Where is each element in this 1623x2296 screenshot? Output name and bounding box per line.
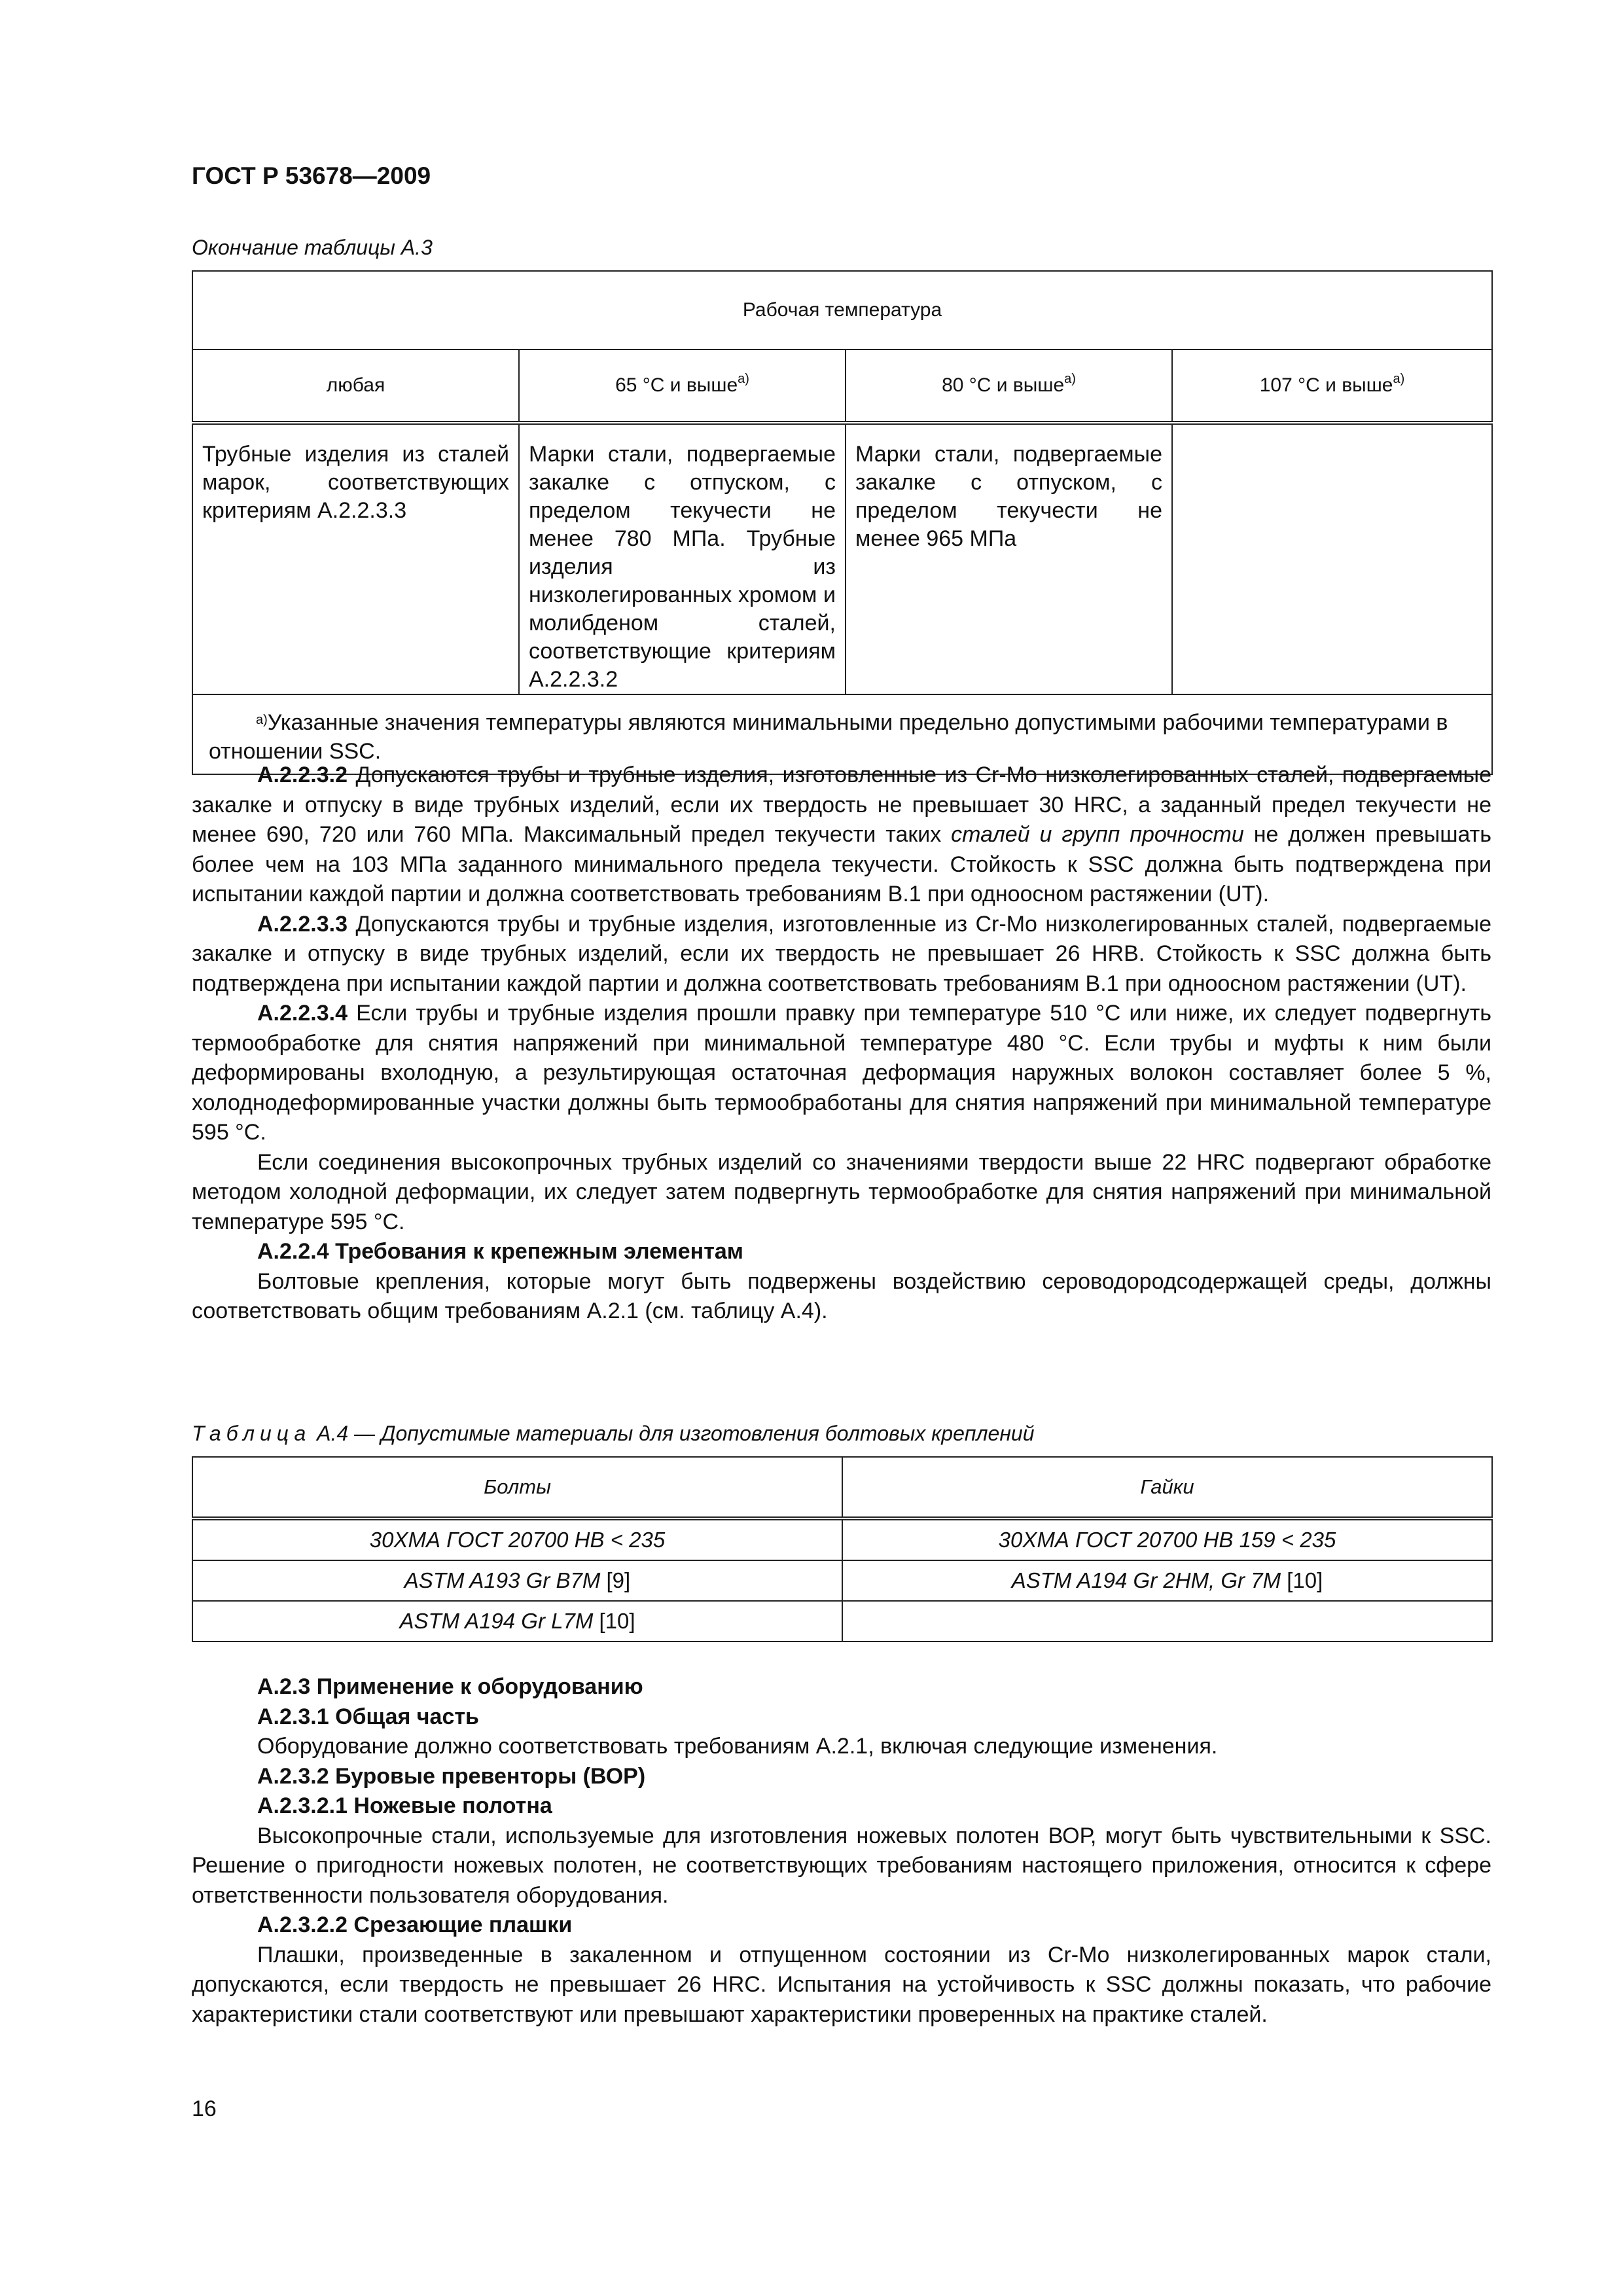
paragraph: А.2.2.3.4 Если трубы и трубные изделия прошли правку при температуре 510 °С или ниже, их следует подвергнуть термообработке для снятия напряжений при минимальной температуре 480 °С. Если трубы и муфты к ним были деформированы вхолодную, а результирующая остаточная деформация наружных волокон составляет более 5 %, холоднодеформированные участки должны быть термообработаны для снятия напряжений при минимальной температуре 595 °С. [192, 1001, 1492, 1145]
paragraph: Болтовые крепления, которые могут быть подвержены воздействию сероводородсодержащей среды, должны соответствовать общим требованиям А.2.1 (см. таблицу А.4). [192, 1268, 1491, 1323]
table-a4-cell: 30ХМА ГОСТ 20700 НВ < 235 [192, 1518, 842, 1560]
paragraph: Высокопрочные стали, используемые для изготовления ножевых полотен ВОР, могут быть чувствительными к SSC. Решение о пригодности ножевых полотен, не соответствующих требованиям настоящего приложения, относится к сфере ответственности пользователя оборудования. [192, 1823, 1491, 1908]
table-a4 [192, 1456, 1493, 1642]
table-a3-col-107: 107 °С и выше$^{а)}$ [1172, 350, 1492, 423]
table-row [192, 1518, 1492, 1560]
table-a3-header: Рабочая температура [192, 271, 1492, 350]
table-a3-cell: Трубные изделия из сталей марок, соответствующих критериям А.2.2.3.3 [192, 423, 519, 694]
table-a3-col-any: любая [192, 350, 519, 423]
table-a4-col-nuts: Гайки [842, 1457, 1492, 1518]
section-heading: А.2.3.1 Общая часть [257, 1704, 479, 1729]
section-heading: А.2.2.4 Требования к крепежным элементам [257, 1239, 743, 1264]
table-row [192, 1560, 1492, 1601]
section-heading: А.2.3.2.2 Срезающие плашки [257, 1912, 573, 1937]
document-code: ГОСТ Р 53678—2009 [192, 162, 431, 189]
table-a4-cell: ASTM A194 Gr L7M [10] [192, 1601, 842, 1641]
table-a3 [192, 270, 1493, 775]
table-a4-cell: ASTM A194 Gr 2HM, Gr 7M [10] [842, 1560, 1492, 1601]
table-a4-col-bolts: Болты [192, 1457, 842, 1518]
paragraph: А.2.2.3.3 Допускаются трубы и трубные изделия, изготовленные из Cr-Mo низколегированных сталей, подвергаемые закалке и отпуску в виде трубных изделий, если их твердость не превышает 26 HRB. Стойкость к SSC должна быть подтверждена при испытании каждой партии и должна соответствовать требованиям В.1 при одноосном растяжении (UT). [192, 911, 1491, 996]
table-a4-caption: Таблица А.4 — Допустимые материалы для изготовления болтовых креплений [192, 1422, 1035, 1445]
paragraph: Плашки, произведенные в закаленном и отпущенном состоянии из Cr-Mo низколегированных марок стали, допускаются, если твердость не превышает 26 HRC. Испытания на устойчивость к SSC должны показать, что рабочие характеристики стали соответствуют или превышают характеристики проверенных на практике сталей. [192, 1942, 1491, 2027]
table-a3-footnote: $^{а)}$Указанные значения температуры являются минимальными предельно допустимыми рабочими температурами в отношении SSC. [192, 694, 1492, 774]
paragraph: А.2.2.3.2 Допускаются трубы и трубные изделия, изготовленные из Cr-Mo низколегированных сталей, подвергаемые закалке и отпуску в виде трубных изделий, если их твердость не превышает 30 HRC, а заданный предел текучести не менее 690, 720 или 760 МПа. Максимальный предел текучести таких сталей и групп прочности не должен превышать более чем на 103 МПа заданного минимального предела текучести. Стойкость к SSC должна быть подтверждена при испытании каждой партии и должна соответствовать требованиям В.1 при одноосном растяжении (UT). [192, 762, 1491, 906]
table-a3-col-80: 80 °С и выше$^{а)}$ [846, 350, 1172, 423]
table-a3-col-65: 65 °С и выше$^{а)}$ [519, 350, 846, 423]
section-a2-3 [192, 1672, 1491, 2030]
section-a2-2-3 [192, 761, 1491, 1327]
table-a3-cell: Марки стали, подвергаемые закалке с отпуском, с пределом текучести не менее 965 МПа [846, 423, 1172, 694]
table-a4-cell: ASTM A193 Gr B7M [9] [192, 1560, 842, 1601]
table-a3-cell [1172, 423, 1492, 694]
paragraph: Если соединения высокопрочных трубных изделий со значениями твердости выше 22 HRC подвергают обработке методом холодной деформации, их следует затем подвергнуть термообработке для снятия напряжений при минимальной температуре 595 °С. [192, 1149, 1491, 1234]
table-a3-cell: Марки стали, подвергаемые закалке с отпуском, с пределом текучести не менее 780 МПа. Трубные изделия из низколегированных хромом и молибденом сталей, соответствующие критериям А.2.2.3.2 [519, 423, 846, 694]
table-a3-caption: Окончание таблицы А.3 [192, 236, 433, 259]
section-heading: А.2.3.2.1 Ножевые полотна [257, 1793, 552, 1818]
table-row [192, 1601, 1492, 1641]
paragraph: Оборудование должно соответствовать требованиям А.2.1, включая следующие изменения. [257, 1734, 1218, 1759]
table-a4-cell: 30ХМА ГОСТ 20700 НВ 159 < 235 [842, 1518, 1492, 1560]
table-a4-cell [842, 1601, 1492, 1641]
page-number: 16 [192, 2096, 217, 2121]
section-heading: А.2.3 Применение к оборудованию [257, 1674, 643, 1699]
section-heading: А.2.3.2 Буровые превенторы (ВОР) [257, 1763, 646, 1789]
